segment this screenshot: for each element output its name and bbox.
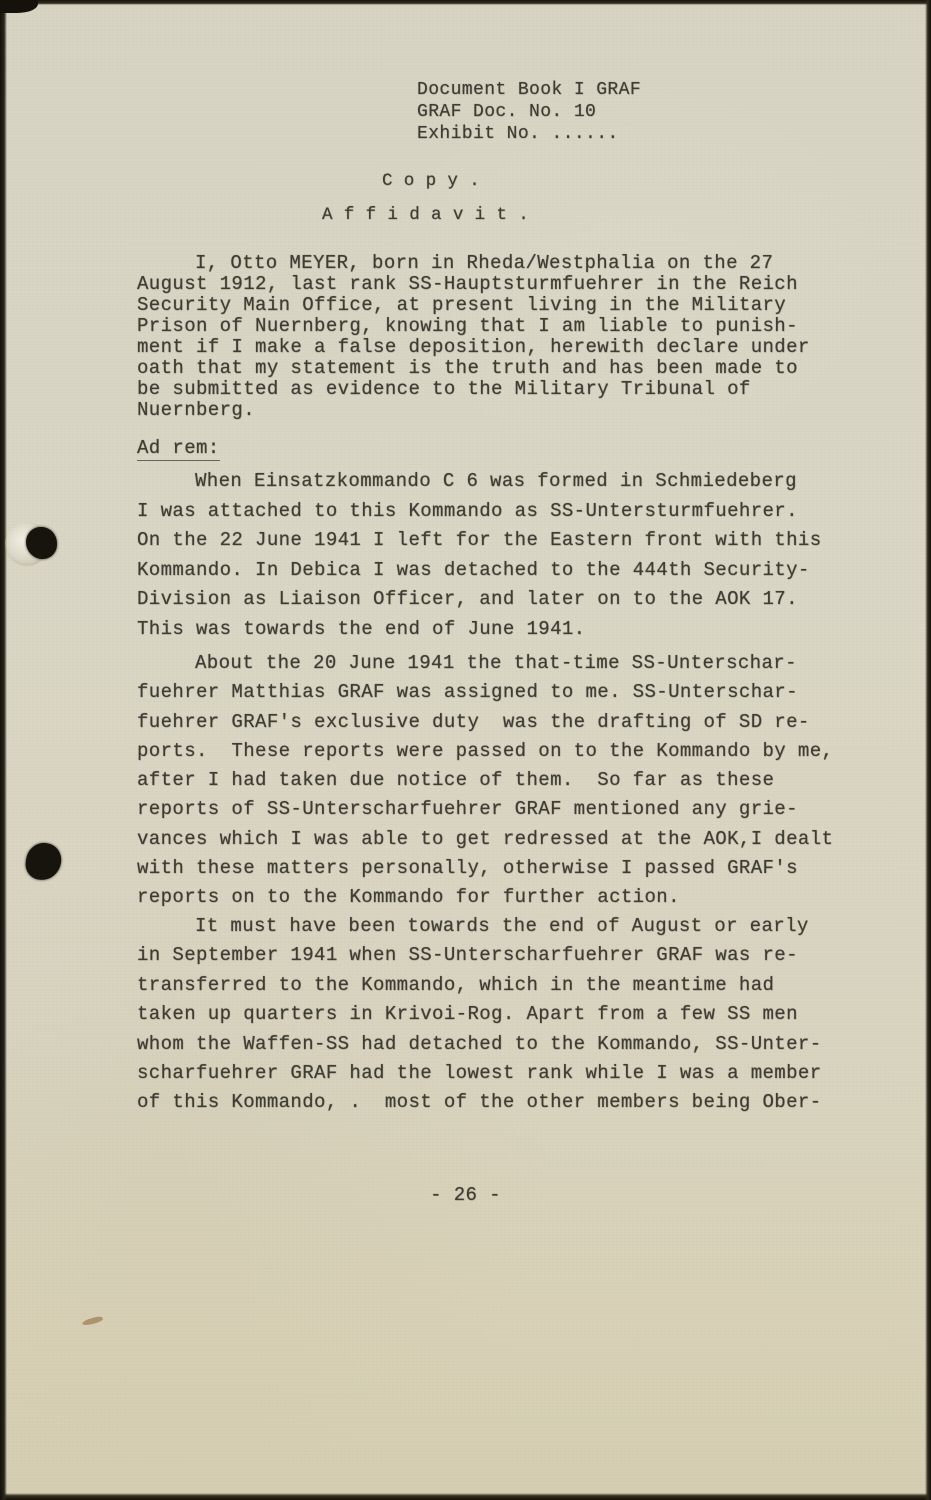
text-line: reports of SS-Unterscharfuehrer GRAF mentioned any grie- <box>137 798 798 821</box>
text-line: GRAF Doc. No. 10 <box>417 102 597 122</box>
text-line: vances which I was able to get redressed at the AOK,I dealt <box>137 827 834 850</box>
text-line: August 1912, last rank SS-Hauptsturmfuehrer in the Reich <box>137 273 798 295</box>
ad-rem-heading: Ad rem: <box>137 437 220 459</box>
paragraph-graf-duties <box>137 649 833 913</box>
scan-edge-top <box>0 0 931 5</box>
paper-stain <box>82 1316 104 1327</box>
text-line: fuehrer Matthias GRAF was assigned to me. SS-Unterschar- <box>137 681 798 704</box>
scan-corner-mark <box>0 0 38 13</box>
text-line: Exhibit No. ...... <box>417 124 619 144</box>
text-line: Document Book I GRAF <box>417 80 642 100</box>
document-header <box>417 79 641 145</box>
text-line: When Einsatzkommando C 6 was formed in Schmiedeberg <box>195 470 797 492</box>
scan-edge-left <box>0 0 7 1500</box>
scan-edge-right <box>925 0 931 1500</box>
text-line: in September 1941 when SS-Unterscharfuehrer GRAF was re- <box>137 944 798 967</box>
text-line: reports on to the Kommando for further action. <box>137 886 680 909</box>
text-line: Division as Liaison Officer, and later on to the AOK 17. <box>137 588 798 610</box>
text-line: I was attached to this Kommando as SS-Untersturmfuehrer. <box>137 499 798 522</box>
scan-edge-bottom <box>0 1493 931 1500</box>
text-line: taken up quarters in Krivoi-Rog. Apart from a few SS men <box>137 1003 798 1026</box>
hole-punch-top <box>26 527 57 559</box>
affidavit-title: A f f i d a v i t . <box>322 205 530 225</box>
page-number: - 26 - <box>430 1184 501 1206</box>
copy-label: C o p y . <box>382 171 481 191</box>
text-line: Kommando. In Debica I was detached to the 444th Security- <box>137 558 810 581</box>
text-line: About the 20 June 1941 the that-time SS-Unterschar- <box>195 652 797 674</box>
text-line: ports. These reports were passed on to the Kommando by me, <box>137 739 834 762</box>
text-line: transferred to the Kommando, which in the meantime had <box>137 973 775 996</box>
text-line: This was towards the end of June 1941. <box>137 617 586 640</box>
text-line: fuehrer GRAF's exclusive duty was the drafting of SD re- <box>137 710 810 733</box>
paragraph-retransfer <box>137 912 822 1118</box>
text-line: On the 22 June 1941 I left for the Eastern front with this <box>137 529 822 551</box>
text-line: I, Otto MEYER, born in Rheda/Westphalia on the 27 <box>195 252 774 274</box>
text-line: with these matters personally, otherwise I passed GRAF's <box>137 857 798 880</box>
text-line: oath that my statement is the truth and has been made to <box>137 357 798 379</box>
hole-punch-bottom <box>24 841 64 883</box>
text-line: It must have been towards the end of August or early <box>195 915 809 937</box>
paragraph-kommando <box>137 467 822 644</box>
text-line: Prison of Nuernberg, knowing that I am liable to punish- <box>137 315 798 337</box>
text-line: Security Main Office, at present living in the Military <box>137 294 787 316</box>
text-line: after I had taken due notice of them. So far as these <box>137 769 775 792</box>
text-line: whom the Waffen-SS had detached to the Kommando, SS-Unter- <box>137 1032 822 1055</box>
text-line: scharfuehrer GRAF had the lowest rank while I was a member <box>137 1062 822 1085</box>
text-line: of this Kommando, . most of the other members being Ober- <box>137 1091 822 1114</box>
text-line: ment if I make a false deposition, herewith declare under <box>137 336 810 358</box>
text-line: Nuernberg. <box>137 399 256 421</box>
text-line: be submitted as evidence to the Military Tribunal of <box>137 378 751 400</box>
paragraph-oath <box>137 253 810 421</box>
